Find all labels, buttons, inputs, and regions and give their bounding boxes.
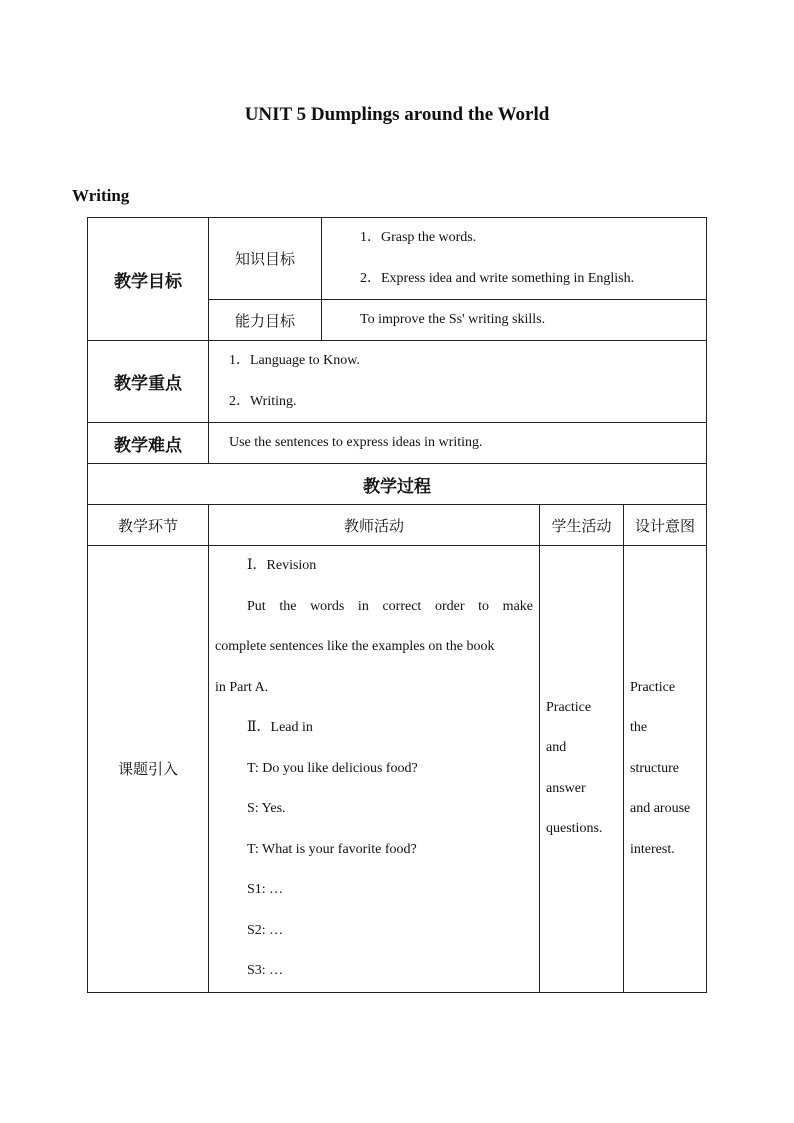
key-points-label: 教学重点 xyxy=(88,341,209,423)
process-title: 教学过程 xyxy=(88,464,707,505)
process-row xyxy=(88,546,707,993)
header-teacher: 教师活动 xyxy=(209,505,540,546)
document-title: UNIT 5 Dumplings around the World xyxy=(244,104,550,125)
teacher-line: T: What is your favorite food? xyxy=(247,841,417,857)
teacher-activity xyxy=(209,546,540,993)
header-intent: 设计意图 xyxy=(624,505,707,546)
student-line: answer xyxy=(546,780,586,796)
intent-line: structure xyxy=(630,760,679,776)
intent-line: Practice xyxy=(630,679,676,695)
student-line: questions. xyxy=(546,821,603,837)
objectives-row-knowledge xyxy=(88,218,707,300)
teacher-line: Ⅰ．Revision xyxy=(247,558,317,573)
key-point-item: 2．Writing. xyxy=(229,393,297,409)
knowledge-label: 知识目标 xyxy=(209,218,322,300)
teacher-line: S2: … xyxy=(247,922,284,938)
process-header-row xyxy=(88,505,707,546)
objectives-label: 教学目标 xyxy=(88,218,209,341)
knowledge-item: 1．Grasp the words. xyxy=(360,230,477,245)
stage-cell: 课题引入 xyxy=(88,546,209,993)
difficulty-text: Use the sentences to express ideas in writing. xyxy=(209,423,707,464)
teacher-line: Put the words in correct order to make xyxy=(247,598,533,614)
intent-line: the xyxy=(630,720,648,735)
intent-line: interest. xyxy=(630,841,675,857)
header-stage: 教学环节 xyxy=(88,505,209,546)
process-title-row xyxy=(88,464,707,505)
teacher-line: Ⅱ．Lead in xyxy=(247,720,313,735)
student-line: and xyxy=(546,740,567,756)
knowledge-items xyxy=(322,218,707,300)
teacher-line: in Part A. xyxy=(215,679,269,695)
student-activity xyxy=(540,546,624,993)
design-intent xyxy=(624,546,707,993)
teacher-line: S: Yes. xyxy=(247,801,286,816)
student-line: Practice xyxy=(546,699,592,715)
difficulty-label: 教学难点 xyxy=(88,423,209,464)
difficulty-row xyxy=(88,423,707,464)
ability-label: 能力目标 xyxy=(209,300,322,341)
teacher-line: S1: … xyxy=(247,882,284,897)
key-points-items xyxy=(209,341,707,423)
intent-line: and arouse xyxy=(630,801,691,816)
lesson-plan-table xyxy=(87,217,707,993)
key-points-row xyxy=(88,341,707,423)
knowledge-item: 2．Express idea and write something in English. xyxy=(360,270,635,286)
teacher-line: S3: … xyxy=(247,963,284,978)
teacher-line: complete sentences like the examples on the book xyxy=(215,639,495,654)
key-point-item: 1．Language to Know. xyxy=(229,353,360,368)
section-heading: Writing xyxy=(72,186,130,205)
ability-text: To improve the Ss' writing skills. xyxy=(322,300,707,341)
teacher-line: T: Do you like delicious food? xyxy=(247,760,418,776)
header-student: 学生活动 xyxy=(540,505,624,546)
